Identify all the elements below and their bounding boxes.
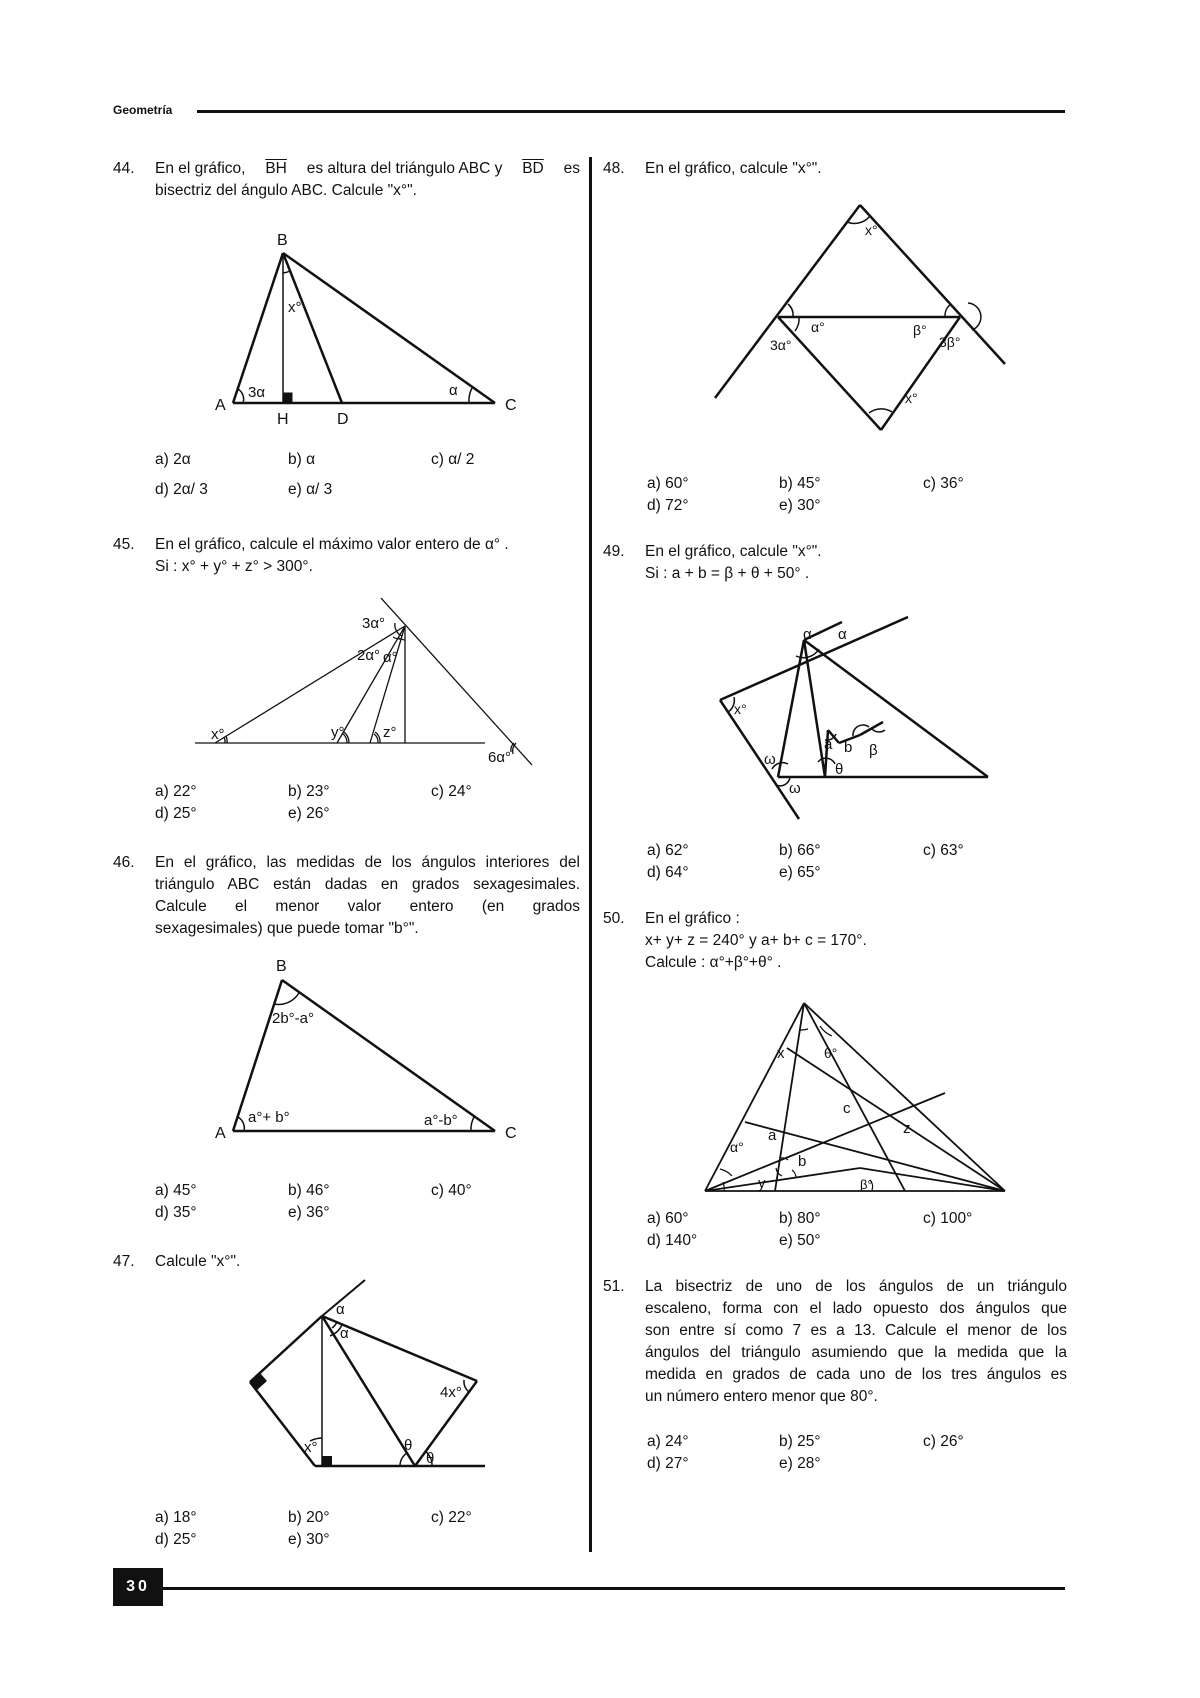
label-c-vertex: C [505,1125,517,1142]
option-a[interactable]: a) 2α [155,451,191,468]
option-b[interactable]: b) 80° [779,1210,821,1227]
option-b[interactable]: b) 46° [288,1182,330,1199]
label-3alpha: 3α° [770,337,792,353]
segment-bh: $\overline{BH}$ [265,160,287,177]
text-line: Calcule : α°+β°+θ° . [645,954,782,971]
option-b[interactable]: b) 20° [288,1509,330,1526]
question-text [645,1276,1067,1408]
text-line: son entre sí como 7 es a 13. Calcule el menor de los [645,1322,1067,1339]
label-theta: θ° [824,1045,838,1061]
label-c: c [843,1100,851,1117]
label-b: B [277,232,288,249]
page-number: 30 [113,1568,163,1606]
text-line: Si : x° + y° + z° > 300°. [155,558,313,575]
text-line: La bisectriz de uno de los ángulos de un triángulo [645,1278,1067,1295]
label-h: H [277,411,289,428]
option-a[interactable]: a) 18° [155,1509,197,1526]
option-c[interactable]: c) 40° [431,1182,472,1199]
header-rule [197,110,1065,113]
question-number: 49. [603,543,625,560]
label-a-vertex: A [215,1125,226,1142]
option-d[interactable]: d) 140° [647,1232,698,1249]
option-a[interactable]: a) 22° [155,783,197,800]
option-a[interactable]: a) 62° [647,842,689,859]
label-6alpha: 6α° [488,749,512,766]
question-51 [603,1276,1067,1411]
label-x-bottom: x° [905,390,918,406]
question-49 [603,541,1063,591]
option-d[interactable]: d) 64° [647,864,689,881]
option-c[interactable]: c) 24° [431,783,472,800]
label-theta: θ [835,761,844,778]
footer-rule [163,1587,1065,1590]
label-beta: β [869,742,878,759]
option-c[interactable]: c) 36° [923,475,964,492]
column-divider [589,157,592,1552]
figure-triangle-46 [200,955,540,1140]
option-c[interactable]: c) 63° [923,842,964,859]
label-b: b [798,1153,807,1170]
question-text [645,908,867,974]
label-b: b [844,739,853,756]
label-alpha: α° [383,649,398,666]
text-line: En el gráfico, calcule el máximo valor entero de α° . [155,536,509,553]
question-47 [113,1251,580,1275]
text-line: Calcule "x°". [155,1253,241,1270]
question-number: 44. [113,160,135,177]
option-c[interactable]: c) 26° [923,1433,964,1450]
label-alpha: α° [811,319,825,335]
text-line: En el gráfico, calcule "x°". [645,160,822,177]
label-omega-1: ω [764,751,776,768]
option-a[interactable]: a) 60° [647,1210,689,1227]
label-x: x° [288,299,302,316]
text-part: es [563,160,580,177]
option-c[interactable]: c) 100° [923,1210,973,1227]
option-d[interactable]: d) 25° [155,1531,197,1548]
question-48 [603,158,1063,182]
option-d[interactable]: d) 2α/ 3 [155,481,208,498]
option-b[interactable]: b) 25° [779,1433,821,1450]
label-x: x° [304,1439,318,1456]
label-x-top: x° [865,222,878,238]
option-b[interactable]: b) 66° [779,842,821,859]
label-beta: β° [913,322,927,338]
text-line: sexagesimales) que puede tomar "b°". [155,920,419,937]
label-z: z [903,1120,911,1137]
text-line: En el gráfico : [645,910,740,927]
text-line: escaleno, forma con el lado opuesto dos ángulos que [645,1300,1067,1317]
question-number: 46. [113,854,135,871]
figure-48 [715,200,1015,410]
question-text [155,158,580,202]
label-angle-b: 2b°-a° [272,1010,315,1027]
label-angle-a: a°+ b° [248,1109,290,1126]
label-alpha: α° [730,1139,744,1155]
segment-bd: $\overline{BD}$ [522,160,544,177]
option-d[interactable]: d) 27° [647,1455,689,1472]
question-text [645,541,822,585]
label-angle-c: a°-b° [424,1112,458,1129]
label-a: a [768,1127,777,1144]
text-line: medida en grados de cada uno de los tres ángulos es [645,1366,1067,1383]
label-4x: 4x° [440,1384,462,1401]
label-omega-2: ω [789,780,801,797]
label-alpha-bottom: α [340,1325,349,1342]
option-e[interactable]: e) 26° [288,805,330,822]
figure-49 [720,612,1000,822]
option-d[interactable]: d) 72° [647,497,689,514]
text-line: ángulos del triángulo asumiendo que la medida que la [645,1344,1067,1361]
label-a: a [824,736,833,753]
text-line: triángulo ABC están dadas en grados sexagesimales. [155,876,580,893]
question-text [645,158,822,180]
option-c[interactable]: c) 22° [431,1509,472,1526]
text-line: Si : a + b = β + θ + 50° . [645,565,810,582]
option-b[interactable]: b) 45° [779,475,821,492]
text-part: En el gráfico, [155,160,246,177]
text-line: x+ y+ z = 240° y a+ b+ c = 170°. [645,932,867,949]
option-a[interactable]: a) 45° [155,1182,197,1199]
label-2alpha: 2α° [357,647,381,664]
option-a[interactable]: a) 60° [647,475,689,492]
question-text [155,534,509,578]
option-e[interactable]: e) 30° [779,497,821,514]
text-part: es altura del triángulo ABC y [306,160,503,177]
option-b[interactable]: b) 23° [288,783,330,800]
label-a: A [215,397,226,414]
label-3alpha: 3α [248,384,266,401]
label-3beta: 3β° [939,334,961,350]
question-number: 48. [603,160,625,177]
question-45 [113,534,580,584]
option-e[interactable]: e) 36° [288,1204,330,1221]
question-46 [113,852,580,942]
label-x: x° [734,701,747,717]
label-b-vertex: B [276,958,287,975]
text-line: Calcule el menor valor entero (en grados [155,898,580,915]
label-alpha-1: α [803,626,812,643]
option-e[interactable]: e) 30° [288,1531,330,1548]
label-x: x° [211,726,225,743]
option-d[interactable]: d) 25° [155,805,197,822]
text-line: un número entero menor que 80°. [645,1388,878,1405]
section-title: Geometría [113,103,173,117]
label-y: y [758,1175,766,1192]
question-44 [113,158,580,208]
text-line: bisectriz del ángulo ABC. Calcule "x°". [155,182,417,199]
label-y: y° [331,724,345,741]
text-line: En el gráfico, las medidas de los ángulos interiores del [155,854,580,871]
question-text [155,1251,240,1273]
label-c: C [505,397,517,414]
label-theta-right: θ [426,1450,435,1467]
figure-50 [700,998,1020,1198]
option-d[interactable]: d) 35° [155,1204,197,1221]
question-number: 45. [113,536,135,553]
label-3alpha: 3α° [362,615,386,632]
option-e[interactable]: e) α/ 3 [288,481,333,498]
label-beta: β° [860,1177,873,1192]
label-z: z° [383,724,397,741]
figure-angles-45 [195,593,540,773]
figure-47 [240,1280,490,1480]
label-x: x [777,1045,785,1062]
question-number: 50. [603,910,625,927]
option-e[interactable]: e) 28° [779,1455,821,1472]
label-alpha: α [449,382,458,399]
label-alpha-top: α [336,1301,345,1318]
label-alpha-2: α [838,626,847,643]
option-b[interactable]: b) α [288,451,316,468]
option-c[interactable]: c) α/ 2 [431,451,475,468]
question-50 [603,908,1063,980]
label-d: D [337,411,349,428]
option-e[interactable]: e) 50° [779,1232,821,1249]
text-line: En el gráfico, calcule "x°". [645,543,822,560]
option-a[interactable]: a) 24° [647,1433,689,1450]
question-text [155,852,580,940]
question-number: 47. [113,1253,135,1270]
figure-triangle-abc [200,225,540,428]
label-theta-left: θ [404,1437,413,1454]
option-e[interactable]: e) 65° [779,864,821,881]
question-number: 51. [603,1278,625,1295]
